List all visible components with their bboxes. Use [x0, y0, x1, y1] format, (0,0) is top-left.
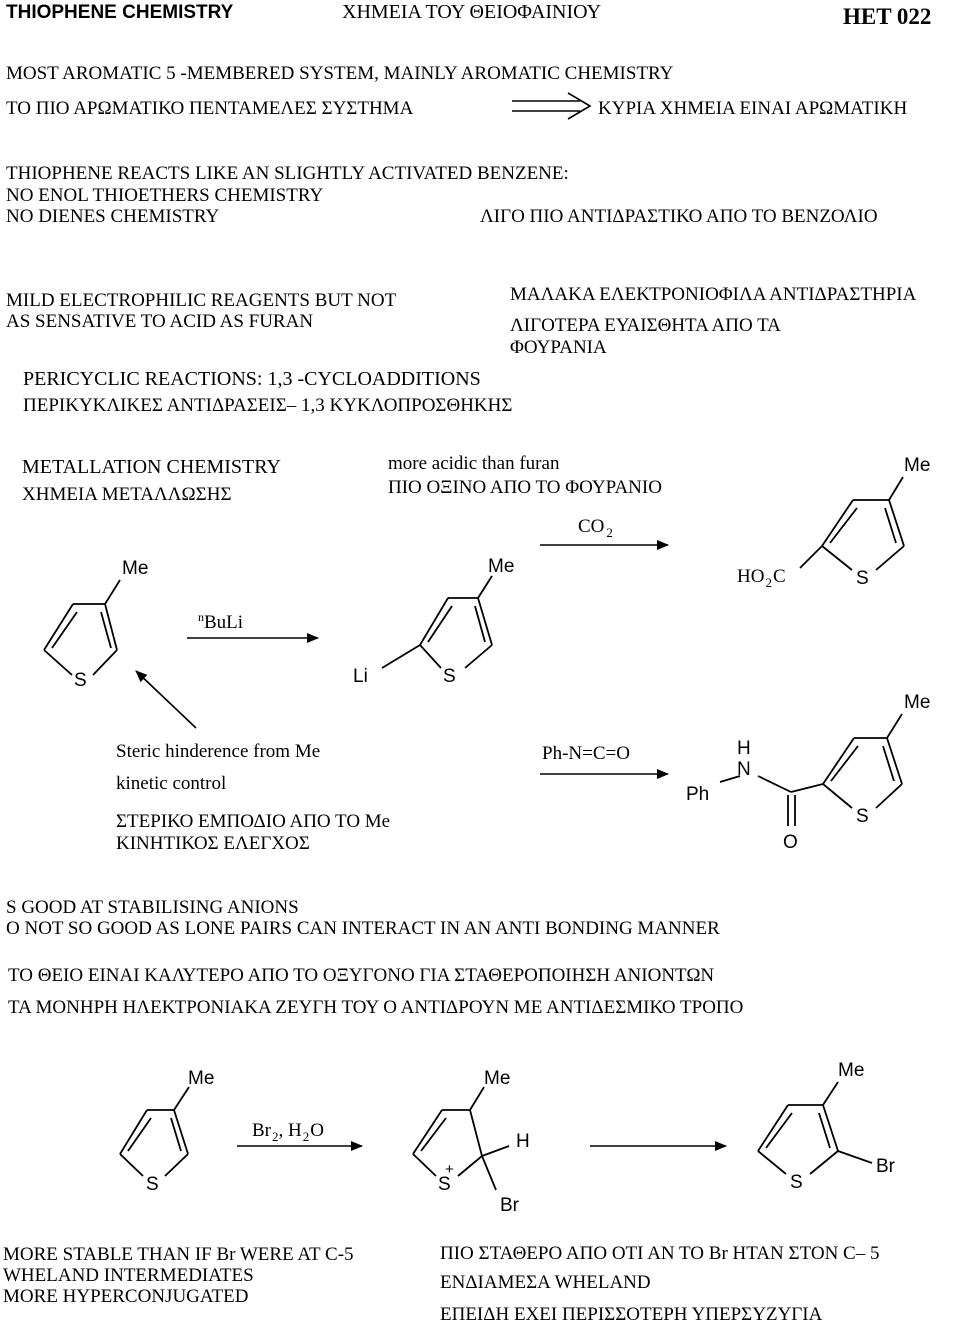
electrophilic-gr2: ΛΙΓΟΤΕΡΑ ΕΥΑΙΣΘΗΤΑ ΑΠΟ ΤΑ [510, 315, 781, 336]
bromine-label: Br [500, 1195, 519, 1216]
me-label: Me [484, 1068, 511, 1089]
lithium-label: Li [353, 666, 368, 687]
footer-gr2: ΕΝΔΙΑΜΕΣΑ WHELAND [440, 1272, 651, 1293]
me-label: Me [904, 692, 931, 713]
sulfur-label: S [443, 666, 456, 687]
anions-gr2: ΤΑ ΜΟΝΗΡΗ ΗΛΕΚΤΡΟΝΙΑΚΑ ΖΕΥΓΗ ΤΟΥ Ο ΑΝΤΙΔΡΟΥΝ ΜΕ ΑΝΤΙΔΕΣΜΙΚΟ ΤΡΟΠΟ [8, 997, 744, 1018]
hydrogen-label: H [737, 738, 751, 759]
phnco-reagent: Ph-N=C=O [542, 743, 630, 764]
footer-en1: MORE STABLE THAN IF Br WERE AT C-5 [3, 1244, 354, 1265]
header-code: HET 022 [843, 4, 932, 29]
acidity-gr: ΠΙΟ ΟΞΙΝΟ ΑΠΟ ΤΟ ΦΟΥΡΑΝΙΟ [388, 477, 662, 498]
electrophilic-gr3: ΦΟΥΡΑΝΙΑ [510, 337, 607, 358]
benzene-line3: NO DIENES CHEMISTRY [6, 206, 220, 227]
thiophene-carboxylic-acid-structure [800, 477, 904, 570]
footer-en2: WHELAND INTERMEDIATES [3, 1265, 254, 1286]
footer-gr1: ΠΙΟ ΣΤΑΘΕΡΟ ΑΠΟ ΟΤΙ ΑΝ ΤΟ Br ΗΤΑΝ ΣΤΟΝ C– 5 [440, 1243, 880, 1264]
aromatic-gr-right: ΚΥΡΙΑ ΧΗΜΕΙΑ ΕΙΝΑΙ ΑΡΩΜΑΤΙΚΗ [598, 98, 908, 119]
wheland-intermediate-structure [413, 1087, 509, 1190]
pericyclic-gr: ΠΕΡΙΚΥΚΛΙΚΕΣ ΑΝΤΙΔΡΑΣΕΙΣ– 1,3 ΚΥΚΛΟΠΡΟΣΘΗΚΗΣ [23, 395, 513, 416]
aromatic-en: MOST AROMATIC 5 -MEMBERED SYSTEM, MAINLY AROMATIC CHEMISTRY [6, 63, 674, 84]
steric-arrow [136, 671, 196, 728]
hydrogen-label: H [516, 1131, 530, 1152]
positive-charge: + [445, 1161, 454, 1178]
me-label: Me [188, 1068, 215, 1089]
methylthiophene-structure [44, 580, 120, 675]
benzene-gr: ΛΙΓΟ ΠΙΟ ΑΝΤΙΔΡΑΣΤΙΚΟ ΑΠΟ ΤΟ ΒΕΝΖΟΛΙΟ [480, 206, 878, 227]
buli-reagent: $^n$BuLi [198, 610, 244, 633]
lithiothiophene-structure [382, 576, 492, 668]
sulfur-label: S [438, 1174, 451, 1195]
implies-arrow [512, 93, 590, 119]
steric-en: Steric hinderence from Me [116, 741, 321, 762]
anions-en1: S GOOD AT STABILISING ANIONS [6, 897, 299, 918]
sulfur-label: S [790, 1172, 803, 1193]
bromination-reagent: $Br_2$, $H_2O$ [252, 1120, 324, 1144]
carboxyl-label: $HO_2C$ [737, 566, 786, 590]
nitrogen-label: N [737, 759, 751, 780]
electrophilic-en1: MILD ELECTROPHILIC REAGENTS BUT NOT [6, 290, 397, 311]
metallation-en: METALLATION CHEMISTRY [22, 456, 281, 478]
me-label: Me [488, 556, 515, 577]
sulfur-label: S [146, 1174, 159, 1195]
electrophilic-gr1: ΜΑΛΑΚΑ ΕΛΕΚΤΡΟΝΙΟΦΙΛΑ ΑΝΤΙΔΡΑΣΤΗΡΙΑ [510, 284, 917, 305]
bromination-start-structure [120, 1087, 189, 1176]
footer-gr3: ΕΠΕΙΔΗ ΕΧΕΙ ΠΕΡΙΣΣΟΤΕΡΗ ΥΠΕΡΣΥΖΥΓΙΑ [440, 1304, 823, 1325]
metallation-gr: ΧΗΜΕΙΑ ΜΕΤΑΛΛΩΣΗΣ [22, 484, 232, 505]
bromine-label: Br [876, 1156, 895, 1177]
acidity-en: more acidic than furan [388, 453, 560, 474]
benzene-line1: THIOPHENE REACTS LIKE AN SLIGHTLY ACTIVATED BENZENE: [6, 163, 569, 184]
me-label: Me [904, 455, 931, 476]
pericyclic-en: PERICYCLIC REACTIONS: 1,3 -CYCLOADDITIONS [23, 368, 481, 390]
sulfur-label: S [74, 670, 87, 691]
footer-en3: MORE HYPERCONJUGATED [3, 1286, 249, 1307]
co2-reagent: CO $_2$ [578, 516, 613, 540]
me-label: Me [122, 558, 149, 579]
anions-gr1: ΤΟ ΘΕΙΟ ΕΙΝΑΙ ΚΑΛΥΤΕΡΟ ΑΠΟ ΤΟ ΟΞΥΓΟΝΟ ΓΙΑ ΣΤΑΘΕΡΟΠΟΙΗΣΗ ΑΝΙΟΝΤΩΝ [8, 965, 715, 986]
kinetic-gr: ΚΙΝΗΤΙΚΟΣ ΕΛΕΓΧΟΣ [116, 833, 310, 854]
sulfur-label: S [856, 568, 869, 589]
benzene-line2: NO ENOL THIOETHERS CHEMISTRY [6, 185, 324, 206]
header-left-title: THIOPHENE CHEMISTRY [6, 2, 234, 23]
oxygen-label: O [783, 832, 798, 853]
header-center-title: ΧΗΜΕΙΑ ΤΟΥ ΘΕΙΟΦΑΙΝΙΟΥ [342, 1, 602, 23]
aromatic-gr-left: ΤΟ ΠΙΟ ΑΡΩΜΑΤΙΚΟ ΠΕΝΤΑΜΕΛΕΣ ΣΥΣΤΗΜΑ [6, 98, 414, 119]
steric-gr: ΣΤΕΡΙΚΟ ΕΜΠΟΔΙΟ ΑΠΟ ΤΟ Me [116, 811, 391, 832]
sulfur-label: S [856, 806, 869, 827]
phenyl-label: Ph [686, 784, 710, 805]
kinetic-en: kinetic control [116, 773, 227, 794]
anions-en2: O NOT SO GOOD AS LONE PAIRS CAN INTERACT IN AN ANTI BONDING MANNER [6, 918, 720, 939]
bromothiophene-product-structure [758, 1082, 872, 1174]
electrophilic-en2: AS SENSATIVE TO ACID AS FURAN [6, 311, 314, 332]
me-label: Me [838, 1060, 865, 1081]
